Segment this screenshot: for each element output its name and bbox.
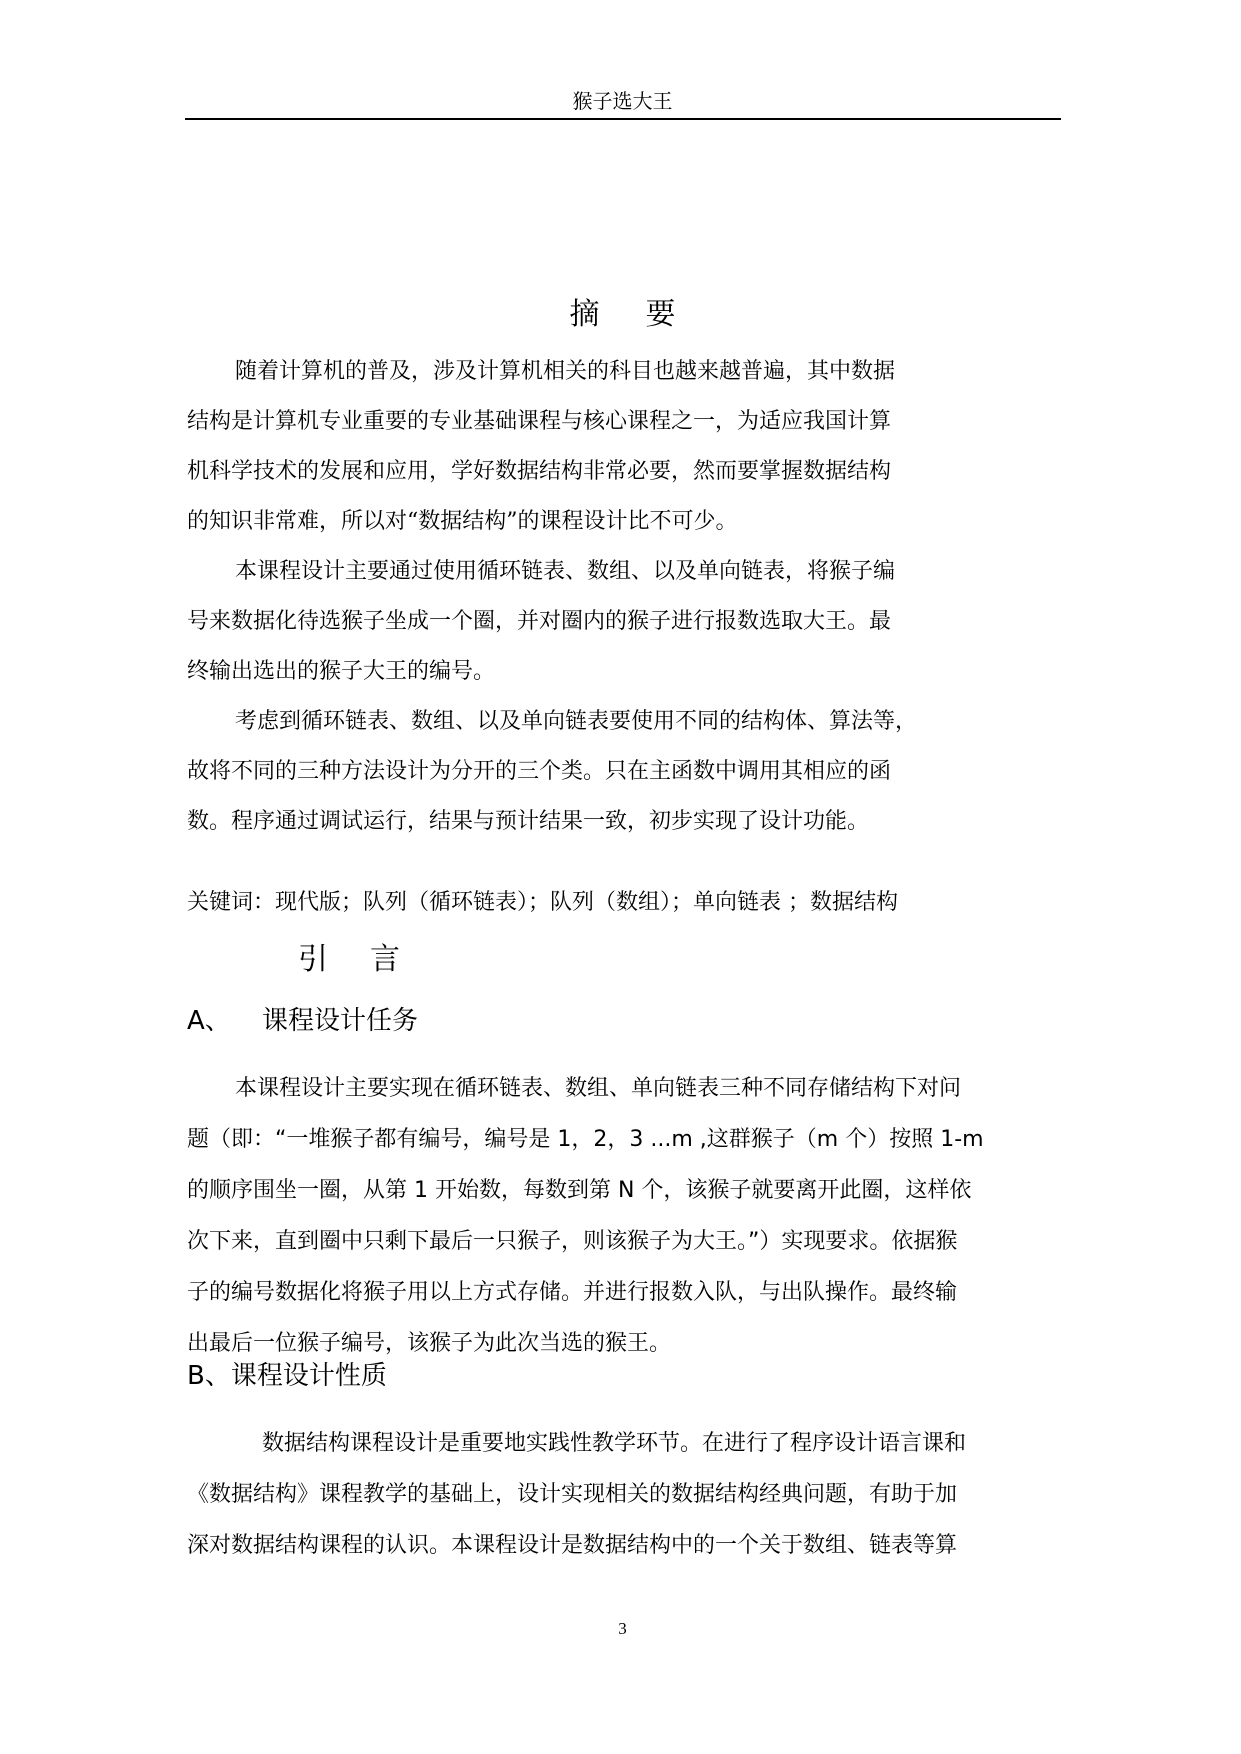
section-a-line3: 的顺序围坐一圈，从第 1 开始数，每数到第 N 个，该猴子就要离开此圈，这样依 <box>187 1178 972 1203</box>
abstract-p1-line2: 结构是计算机专业重要的专业基础课程与核心课程之一，为适应我国计算 <box>187 409 892 434</box>
section-b-title: B、课程设计性质 <box>187 1361 387 1391</box>
page-number: 3 <box>618 1619 627 1638</box>
abstract-p3-line2: 故将不同的三种方法设计为分开的三个类。只在主函数中调用其相应的函 <box>187 759 892 784</box>
section-a-line6: 出最后一位猴子编号，该猴子为此次当选的猴王。 <box>187 1331 672 1356</box>
intro-heading: 引言 <box>298 942 442 977</box>
section-a-line5: 子的编号数据化将猴子用以上方式存储。并进行报数入队，与出队操作。最终输 <box>187 1280 958 1305</box>
section-a-line4: 次下来，直到圈中只剩下最后一只猴子，则该猴子为大王。”）实现要求。依据猴 <box>187 1229 958 1254</box>
header-divider <box>185 118 1061 120</box>
keywords-line: 关键词：现代版；队列（循环链表）；队列（数组）；单向链表 ；数据结构 <box>187 890 898 915</box>
abstract-p3-line1: 考虑到循环链表、数组、以及单向链表要使用不同的结构体、算法等， <box>235 709 918 734</box>
abstract-p1-line1: 随着计算机的普及，涉及计算机相关的科目也越来越普遍，其中数据 <box>235 359 896 384</box>
abstract-p2-line1: 本课程设计主要通过使用循环链表、数组、以及单向链表，将猴子编 <box>235 559 896 584</box>
section-b-line2: 《数据结构》课程教学的基础上，设计实现相关的数据结构经典问题，有助于加 <box>187 1482 958 1507</box>
section-a-title: 课程设计任务 <box>262 1006 419 1036</box>
abstract-p1-line4: 的知识非常难，所以对“数据结构”的课程设计比不可少。 <box>187 509 738 534</box>
abstract-p2-line3: 终输出选出的猴子大王的编号。 <box>187 659 496 684</box>
section-a-line2: 题（即：“一堆猴子都有编号，编号是 1，2，3 ...m ,这群猴子（m 个）按照 1-m <box>187 1127 984 1152</box>
section-a-line1: 本课程设计主要实现在循环链表、数组、单向链表三种不同存储结构下对问 <box>235 1076 962 1101</box>
section-b-line1: 数据结构课程设计是重要地实践性教学环节。在进行了程序设计语言课和 <box>262 1431 967 1456</box>
section-a-label: A、 <box>187 1006 231 1036</box>
abstract-p1-line3: 机科学技术的发展和应用，学好数据结构非常必要，然而要掌握数据结构 <box>187 459 892 484</box>
abstract-p3-line3: 数。程序通过调试运行，结果与预计结果一致，初步实现了设计功能。 <box>187 809 870 834</box>
abstract-heading: 摘要 <box>569 297 722 332</box>
section-b-line3: 深对数据结构课程的认识。本课程设计是数据结构中的一个关于数组、链表等算 <box>187 1533 958 1558</box>
abstract-p2-line2: 号来数据化待选猴子坐成一个圈，并对圈内的猴子进行报数选取大王。最 <box>187 609 892 634</box>
running-header-title: 猴子选大王 <box>572 89 673 113</box>
